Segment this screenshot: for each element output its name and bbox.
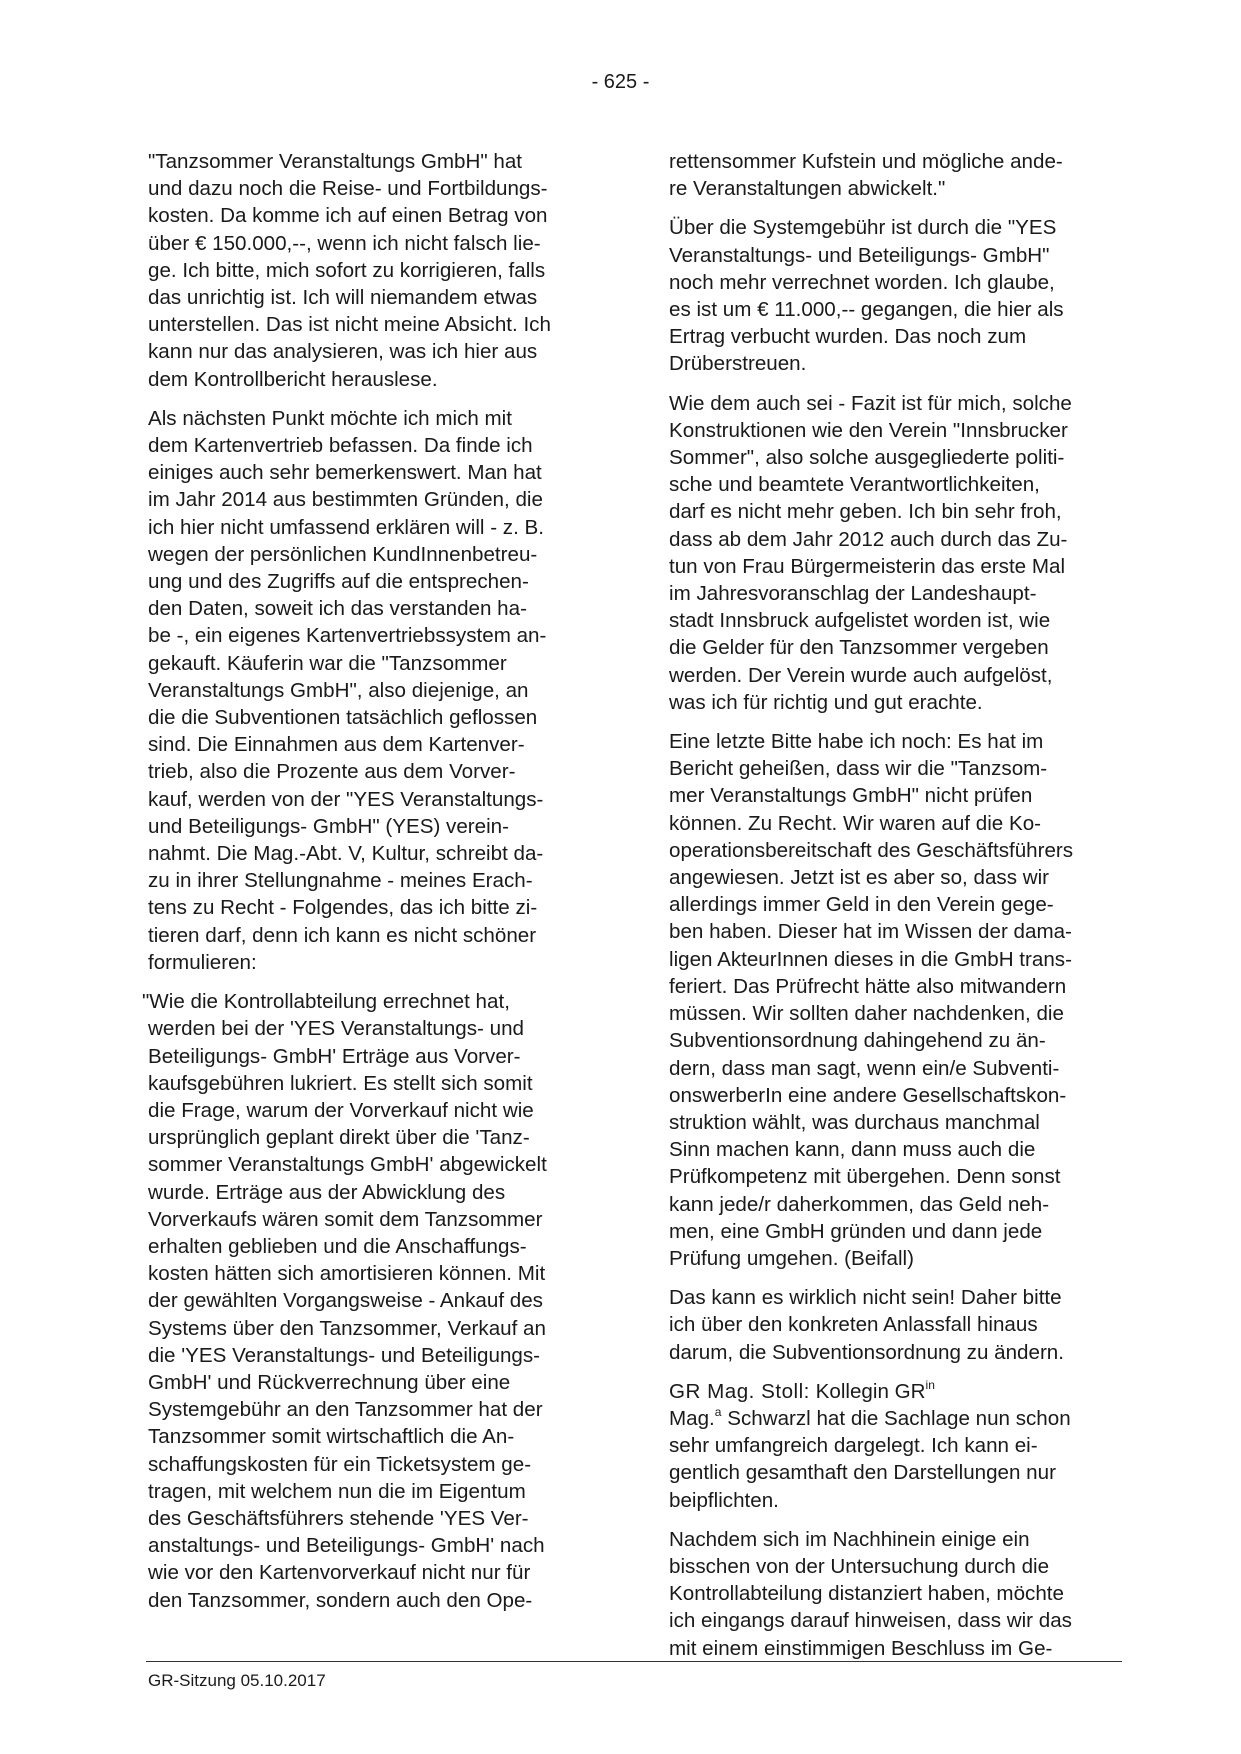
paragraph: Als nächsten Punkt möchte ich mich mit dem Kartenvertrieb befassen. Da finde ich einiges auch sehr bemerkenswert. Man hat im Jahr 2014 aus bestimmten Gründen, die ich hier nicht umfassend erklären will - z. B. wegen der persönlichen KundInnenbetreu- ung und des Zugriffs auf die entsprechen- den Daten, soweit ich das verstanden ha- be -, ein eigenes Kartenvertriebssystem an- gekauft. Käuferin war die "Tanzsommer Veranstaltungs GmbH", also diejenige, an die die Subventionen tatsächlich geflossen sind. Die Einnahmen aus dem Kartenver- trieb, also die Prozente aus dem Vorver- kauf, werden von der "YES Veranstaltungs- und Beteiligungs- GmbH" (YES) verein- nahmt. Die Mag.-Abt. V, Kultur, schreibt da- zu in ihrer Stellungnahme - meines Erach- tens zu Recht - Folgendes, das ich bitte zi- tieren darf, denn ich kann es nicht schöner formulieren: xyxy=(148,406,547,974)
quotation: "Wie die Kontrollabteilung errechnet hat, werden bei der 'YES Veranstaltungs- und Beteiligungs- GmbH' Erträge aus Vorver- kaufsgebühren lukriert. Es stellt sich somit die Frage, warum der Vorverkauf nicht wie ursprünglich geplant direkt über die 'Tanz- sommer Veranstaltungs GmbH' abgewickelt wurde. Erträge aus der Abwicklung des Vorverkaufs wären somit dem Tanzsommer erhalten geblieben und die Anschaffungs- kosten hätten sich amortisieren können. Mit der gewählten Vorgangsweise - Ankauf des Systems über den Tanzsommer, Verkauf an die 'YES Veranstaltungs- und Beteiligungs- GmbH' und Rückverrechnung über eine Systemgebühr an den Tanzsommer hat der Tanzsommer somit wirtschaftlich die An- schaffungskosten für ein Ticketsystem ge- tragen, mit welchem nun die im Eigentum des Geschäftsführers stehende 'YES Ver- anstaltungs- und Beteiligungs- GmbH' nach wie vor den Kartenvorverkauf nicht nur für den Tanzsommer, sondern auch den Ope- xyxy=(142,990,547,1612)
speaker-paragraph xyxy=(669,1378,1121,1514)
paragraph: Das kann es wirklich nicht sein! Daher bitte ich über den konkreten Anlassfall hinaus darum, die Subventionsordnung zu ändern. xyxy=(669,1286,1064,1364)
speaker-name: GR Mag. Stoll: xyxy=(669,1379,810,1403)
page-number: - 625 - xyxy=(591,71,650,93)
paragraph: Wie dem auch sei - Fazit ist für mich, solche Konstruktionen wie den Verein "Innsbrucker Sommer", also solche ausgegliederte politi- sche und beamtete Verantwortlichkeiten, darf es nicht mehr geben. Ich bin sehr froh, dass ab dem Jahr 2012 auch durch das Zu- tun von Frau Bürgermeisterin das erste Mal im Jahresvoranschlag der Landeshaupt- stadt Innsbruck aufgelistet worden ist, wie die Gelder für den Tanzsommer vergeben werden. Der Verein wurde auch aufgelöst, was ich für richtig und gut erachte. xyxy=(669,391,1072,714)
gender-suffix: in xyxy=(925,1377,935,1392)
paragraph: Über die Systemgebühr ist durch die "YES Veranstaltungs- und Beteiligungs- GmbH" noch mehr verrechnet worden. Ich glaube, es ist um € 11.000,-- gegangen, die hier als Ertrag verbucht wurden. Das noch zum Drüberstreuen. xyxy=(669,216,1064,376)
paragraph: Eine letzte Bitte habe ich noch: Es hat im Bericht geheißen, dass wir die "Tanzsom- mer Veranstaltungs GmbH" nicht prüfen können. Zu Recht. Wir waren auf die Ko- operationsbereitschaft des Geschäftsführers angewiesen. Jetzt ist es aber so, dass wir allerdings immer Geld in den Verein gege- ben haben. Dieser hat im Wissen der dama- ligen AkteurInnen dieses in die GmbH trans- feriert. Das Prüfrecht hätte also mitwandern müssen. Wir sollten daher nachdenken, die Subventionsordnung dahingehend zu än- dern, dass man sagt, wenn ein/e Subventi- onswerberIn eine andere Gesellschaftskon- struktion wählt, was durchaus manchmal Sinn machen kann, dann muss auch die Prüfkompetenz mit übergehen. Denn sonst kann jede/r daherkommen, das Geld neh- men, eine GmbH gründen und dann jede Prüfung umgehen. (Beifall) xyxy=(669,730,1074,1270)
paragraph: rettensommer Kufstein und mögliche ande- re Veranstaltungen abwickelt." xyxy=(669,150,1063,201)
gender-suffix: a xyxy=(714,1404,722,1419)
paragraph-text: Kollegin GR xyxy=(815,1379,926,1403)
title-abbreviation: Mag. xyxy=(669,1406,715,1430)
paragraph: "Tanzsommer Veranstaltungs GmbH" hat und dazu noch die Reise- und Fortbildungs- kosten. Da komme ich auf einen Betrag von über € 150.000,--, wenn ich nicht falsch lie- ge. Ich bitte, mich sofort zu korrigieren, falls das unrichtig ist. Ich will niemandem etwas unterstellen. Das ist nicht meine Absicht. Ich kann nur das analysieren, was ich hier aus dem Kontrollbericht herauslese. xyxy=(148,150,551,391)
right-column xyxy=(669,148,1121,1674)
footer-text: GR-Sitzung 05.10.2017 xyxy=(148,1671,326,1690)
paragraph-text: Schwarzl hat die Sachlage nun schon sehr umfangreich dargelegt. Ich kann ei- gentlich gesamthaft den Darstellungen nur beipflichten. xyxy=(669,1406,1071,1512)
footer-divider xyxy=(146,1661,1122,1662)
paragraph: Nachdem sich im Nachhinein einige ein bisschen von der Untersuchung durch die Kontrollabteilung distanziert haben, möchte ich eingangs darauf hinweisen, dass wir das mit einem einstimmigen Beschluss im Ge- xyxy=(669,1527,1072,1660)
left-column xyxy=(142,148,600,1626)
